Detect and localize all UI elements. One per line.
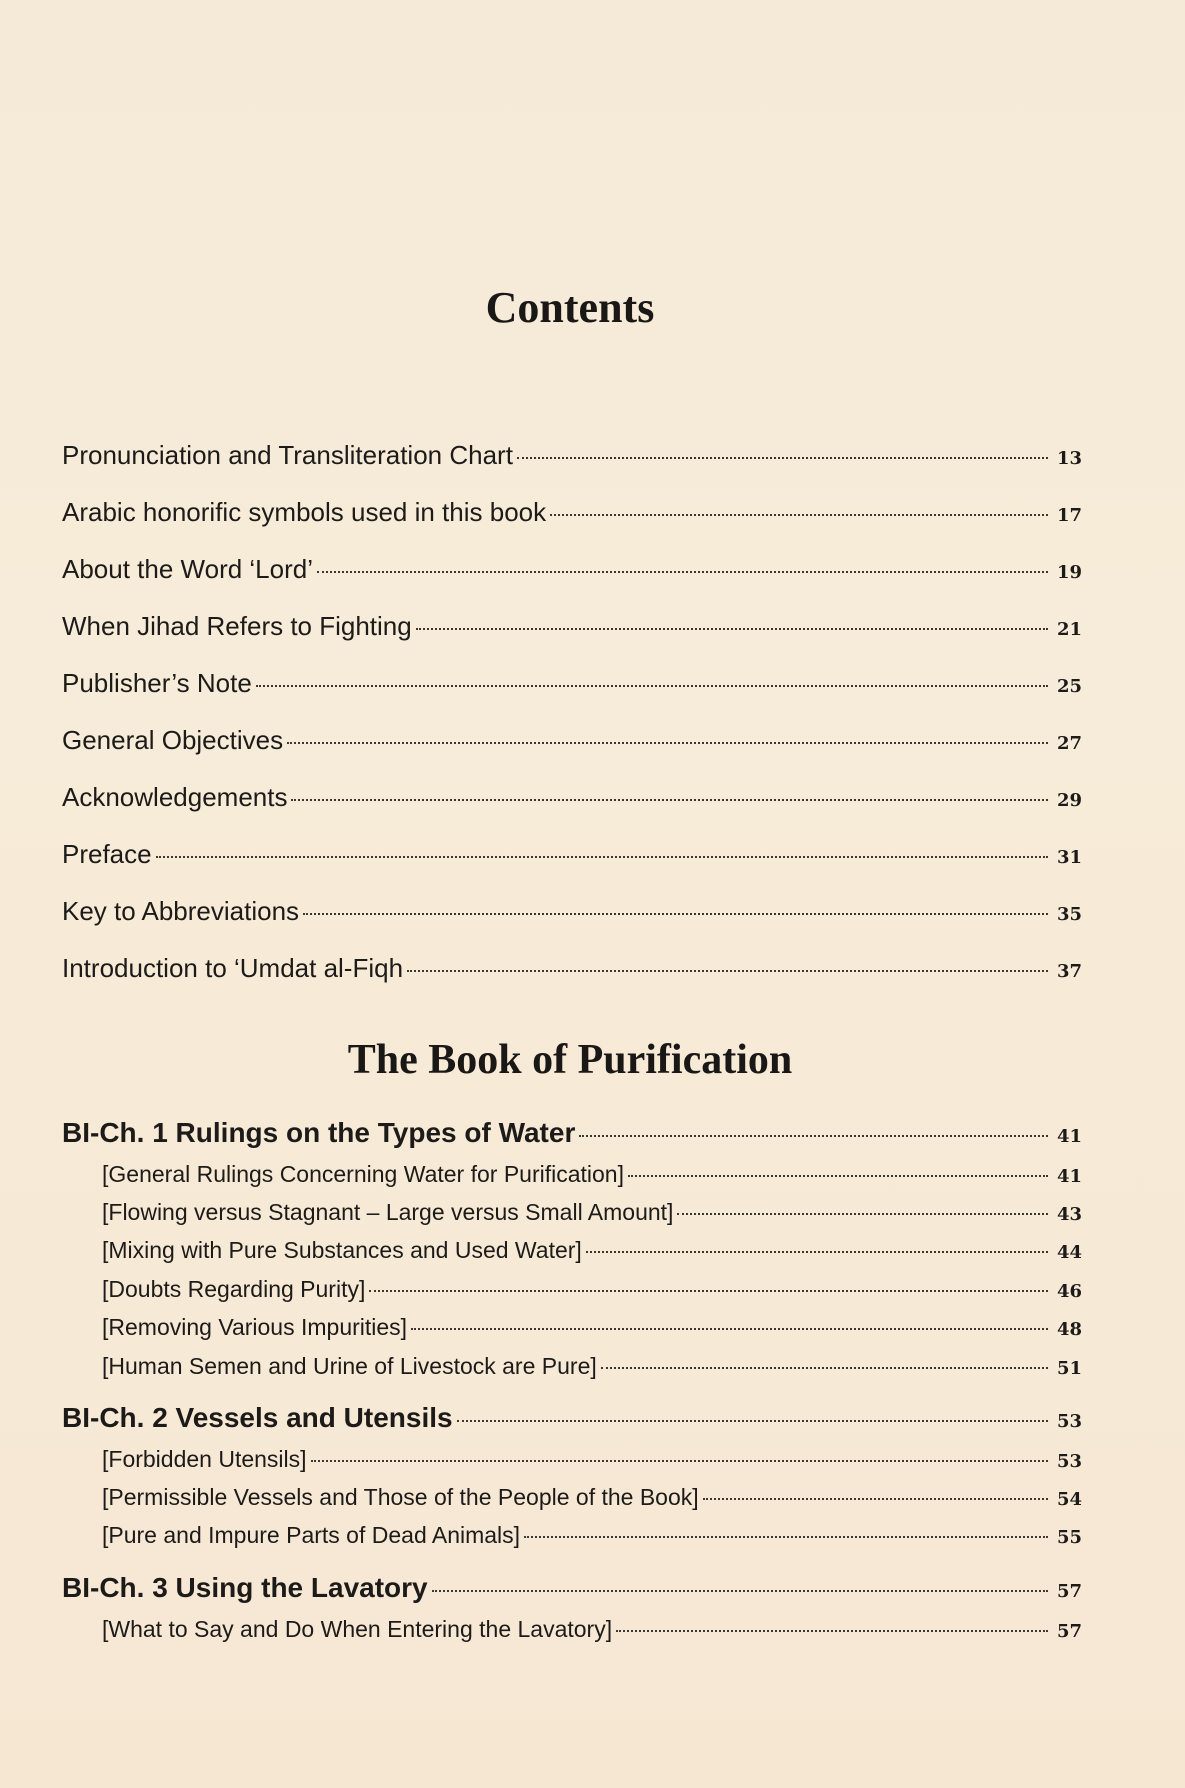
section-label: [Permissible Vessels and Those of the People of the Book]	[102, 1484, 699, 1510]
entry-page: 53	[1056, 1451, 1082, 1472]
entry-page: 55	[1056, 1527, 1082, 1548]
dot-leader	[432, 1590, 1048, 1592]
toc-entry[interactable]	[62, 896, 1082, 927]
entry-page: 27	[1056, 733, 1082, 754]
dot-leader	[517, 457, 1048, 459]
toc-entry[interactable]	[62, 440, 1082, 471]
dot-leader	[457, 1420, 1048, 1422]
entry-page: 37	[1056, 961, 1082, 982]
dot-leader	[586, 1251, 1048, 1253]
dot-leader	[256, 685, 1048, 687]
section-label: [Flowing versus Stagnant – Large versus Small Amount]	[102, 1199, 674, 1225]
entry-page: 57	[1056, 1581, 1082, 1602]
entry-label: Acknowledgements	[62, 782, 288, 812]
section-label: [Pure and Impure Parts of Dead Animals]	[102, 1522, 521, 1548]
book-title: The Book of Purification	[347, 1037, 793, 1083]
dot-leader	[369, 1290, 1048, 1292]
entry-page: 44	[1056, 1242, 1082, 1263]
entry-label: When Jihad Refers to Fighting	[62, 611, 412, 641]
entry-page: 53	[1056, 1411, 1082, 1432]
section-entry[interactable]	[102, 1616, 1082, 1643]
toc-entry[interactable]	[62, 611, 1082, 642]
section-label: [General Rulings Concerning Water for Purification]	[102, 1161, 624, 1187]
entry-label: Pronunciation and Transliteration Chart	[62, 440, 513, 470]
chapter-label: BI-Ch. 3 Using the Lavatory	[62, 1572, 428, 1603]
entry-page: 54	[1056, 1489, 1082, 1510]
entry-page: 21	[1056, 619, 1082, 640]
dot-leader	[291, 799, 1048, 801]
toc-entry[interactable]	[62, 668, 1082, 699]
chapter-entry[interactable]	[62, 1572, 1082, 1604]
entry-label: Introduction to ‘Umdat al-Fiqh	[62, 953, 404, 983]
dot-leader	[550, 514, 1048, 516]
section-label: [Removing Various Impurities]	[102, 1314, 408, 1340]
section-label: [What to Say and Do When Entering the Lavatory]	[102, 1616, 613, 1642]
toc-entry[interactable]	[62, 839, 1082, 870]
section-entry[interactable]	[102, 1161, 1082, 1188]
dot-leader	[311, 1460, 1048, 1462]
dot-leader	[317, 571, 1048, 573]
dot-leader	[703, 1498, 1048, 1500]
entry-label: About the Word ‘Lord’	[62, 554, 313, 584]
dot-leader	[416, 628, 1048, 630]
entry-page: 25	[1056, 676, 1082, 697]
dot-leader	[524, 1536, 1048, 1538]
section-entry[interactable]	[102, 1199, 1082, 1226]
chapter-label: BI-Ch. 2 Vessels and Utensils	[62, 1402, 453, 1433]
dot-leader	[407, 970, 1048, 972]
chapter-entry[interactable]	[62, 1402, 1082, 1434]
entry-page: 46	[1056, 1281, 1082, 1302]
entry-page: 57	[1056, 1621, 1082, 1642]
entry-page: 41	[1056, 1126, 1082, 1147]
entry-page: 13	[1056, 448, 1082, 469]
dot-leader	[287, 742, 1048, 744]
entry-label: Arabic honorific symbols used in this book	[62, 497, 547, 527]
entry-label: Key to Abbreviations	[62, 896, 300, 926]
section-label: [Mixing with Pure Substances and Used Water]	[102, 1237, 582, 1263]
entry-page: 19	[1056, 562, 1082, 583]
section-entry[interactable]	[102, 1522, 1082, 1549]
dot-leader	[411, 1328, 1048, 1330]
entry-page: 31	[1056, 847, 1082, 868]
entry-page: 43	[1056, 1204, 1082, 1225]
dot-leader	[579, 1135, 1048, 1137]
section-label: [Doubts Regarding Purity]	[102, 1276, 366, 1302]
section-entry[interactable]	[102, 1353, 1082, 1380]
section-label: [Human Semen and Urine of Livestock are Pure]	[102, 1353, 597, 1379]
dot-leader	[601, 1367, 1048, 1369]
section-entry[interactable]	[102, 1484, 1082, 1511]
section-entry[interactable]	[102, 1446, 1082, 1473]
dot-leader	[303, 913, 1048, 915]
section-entry[interactable]	[102, 1237, 1082, 1264]
toc-entry[interactable]	[62, 782, 1082, 813]
entry-page: 51	[1056, 1358, 1082, 1379]
section-label: [Forbidden Utensils]	[102, 1446, 307, 1472]
entry-label: Publisher’s Note	[62, 668, 252, 698]
section-entry[interactable]	[102, 1276, 1082, 1303]
entry-label: General Objectives	[62, 725, 284, 755]
dot-leader	[616, 1630, 1048, 1632]
entry-page: 17	[1056, 505, 1082, 526]
entry-page: 35	[1056, 904, 1082, 925]
dot-leader	[628, 1175, 1048, 1177]
chapter-label: BI-Ch. 1 Rulings on the Types of Water	[62, 1117, 576, 1148]
toc-entry[interactable]	[62, 725, 1082, 756]
entry-page: 48	[1056, 1319, 1082, 1340]
contents-title: Contents	[485, 283, 655, 332]
section-entry[interactable]	[102, 1314, 1082, 1341]
toc-entry[interactable]	[62, 497, 1082, 528]
toc-entry[interactable]	[62, 554, 1082, 585]
dot-leader	[677, 1213, 1048, 1215]
entry-page: 29	[1056, 790, 1082, 811]
dot-leader	[156, 856, 1048, 858]
entry-label: Preface	[62, 839, 152, 869]
entry-page: 41	[1056, 1166, 1082, 1187]
chapter-entry[interactable]	[62, 1117, 1082, 1149]
toc-entry[interactable]	[62, 953, 1082, 984]
